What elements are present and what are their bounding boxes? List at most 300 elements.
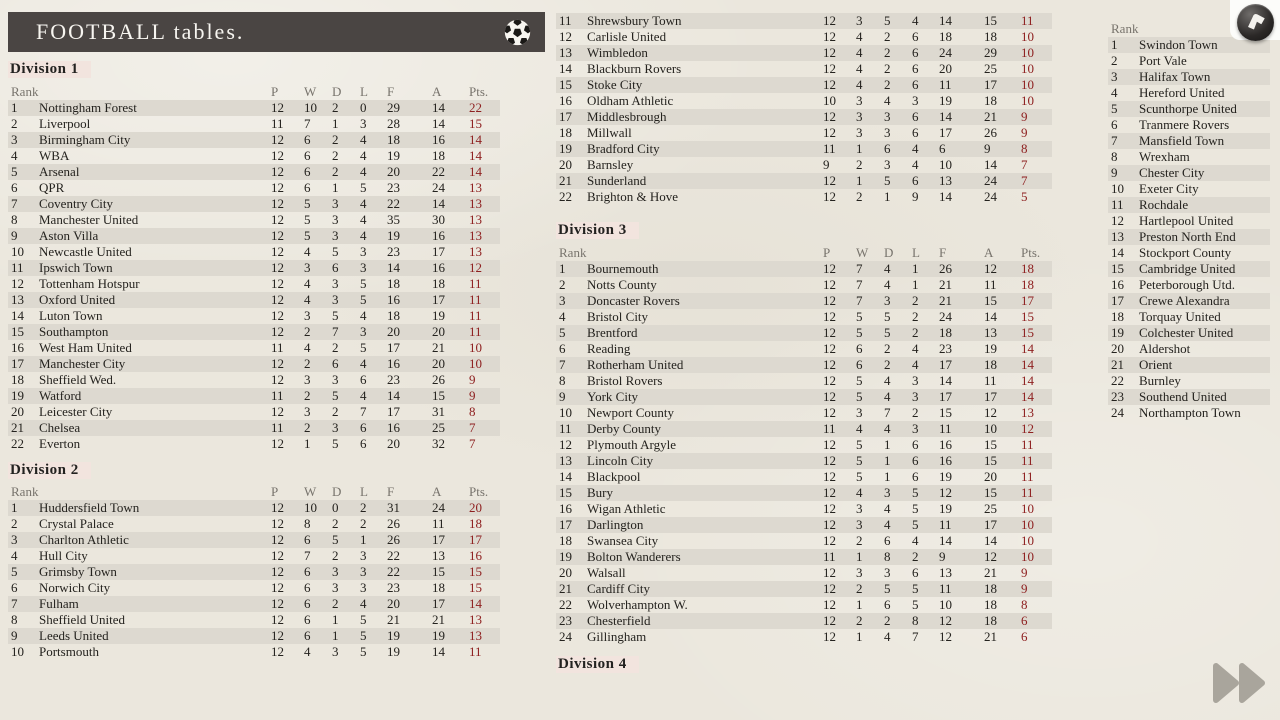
table-row <box>556 61 1052 77</box>
d-cell: 3 <box>884 109 891 124</box>
table-header: Rank P W D L F A Pts. <box>11 84 489 99</box>
f-cell: 16 <box>939 453 952 468</box>
table-row <box>556 325 1052 341</box>
f-cell: 18 <box>939 325 952 340</box>
l-cell: 5 <box>360 644 367 659</box>
p-cell: 12 <box>271 516 284 531</box>
team-cell: Huddersfield Town <box>39 500 140 515</box>
p-cell: 12 <box>823 597 836 612</box>
d-cell: 3 <box>332 276 339 291</box>
d-cell: 2 <box>332 404 339 419</box>
pts-cell: 11 <box>469 644 482 659</box>
w-cell: 5 <box>304 196 311 211</box>
d-cell: 2 <box>332 100 339 115</box>
team-cell: Northampton Town <box>1139 405 1241 420</box>
pts-cell: 11 <box>1021 453 1034 468</box>
d-cell: 3 <box>332 292 339 307</box>
d-cell: 2 <box>332 164 339 179</box>
rank-cell: 18 <box>1111 309 1124 324</box>
rank-cell: 24 <box>1111 405 1124 420</box>
rank-cell: 1 <box>11 500 18 515</box>
a-cell: 26 <box>984 125 997 140</box>
pts-cell: 15 <box>469 580 482 595</box>
f-cell: 19 <box>387 628 400 643</box>
rank-cell: 22 <box>559 189 572 204</box>
a-cell: 12 <box>984 261 997 276</box>
l-cell: 3 <box>912 421 919 436</box>
w-cell: 3 <box>856 93 863 108</box>
p-cell: 12 <box>271 324 284 339</box>
team-cell: Manchester United <box>39 212 139 227</box>
a-cell: 15 <box>984 13 997 28</box>
rank-cell: 17 <box>11 356 24 371</box>
w-cell: 3 <box>856 517 863 532</box>
table-row <box>556 109 1052 125</box>
pts-cell: 11 <box>469 276 482 291</box>
table-row <box>1108 165 1270 181</box>
rank-cell: 19 <box>559 141 572 156</box>
l-cell: 4 <box>912 533 919 548</box>
pts-cell: 14 <box>1021 341 1034 356</box>
a-cell: 20 <box>984 469 997 484</box>
p-cell: 12 <box>271 612 284 627</box>
f-cell: 12 <box>939 629 952 644</box>
l-cell: 1 <box>912 261 919 276</box>
column-right <box>1108 21 1270 421</box>
rank-cell: 7 <box>11 596 18 611</box>
pts-cell: 13 <box>469 196 482 211</box>
pts-cell: 9 <box>1021 565 1028 580</box>
l-cell: 5 <box>912 517 919 532</box>
pts-cell: 11 <box>469 292 482 307</box>
pts-cell: 14 <box>469 164 482 179</box>
pts-cell: 10 <box>1021 45 1034 60</box>
f-cell: 22 <box>387 548 400 563</box>
team-cell: Cardiff City <box>587 581 650 596</box>
table-row <box>8 644 500 660</box>
rank-cell: 20 <box>559 565 572 580</box>
fast-forward-icon <box>1212 662 1268 704</box>
table-row <box>556 629 1052 645</box>
d-cell: 5 <box>884 13 891 28</box>
table-row <box>8 292 500 308</box>
rank-cell: 9 <box>11 228 18 243</box>
l-cell: 3 <box>360 564 367 579</box>
rank-cell: 19 <box>1111 325 1124 340</box>
d-cell: 0 <box>332 500 339 515</box>
f-cell: 17 <box>939 389 952 404</box>
a-cell: 11 <box>432 516 445 531</box>
w-cell: 1 <box>856 549 863 564</box>
rank-cell: 3 <box>1111 69 1118 84</box>
pts-cell: 8 <box>469 404 476 419</box>
pts-cell: 8 <box>1021 141 1028 156</box>
team-cell: Doncaster Rovers <box>587 293 680 308</box>
p-cell: 12 <box>823 565 836 580</box>
w-cell: 2 <box>856 157 863 172</box>
pts-cell: 11 <box>1021 469 1034 484</box>
l-cell: 5 <box>360 628 367 643</box>
team-cell: Nottingham Forest <box>39 100 137 115</box>
pts-cell: 10 <box>1021 29 1034 44</box>
d-cell: 4 <box>884 277 891 292</box>
table-row <box>8 596 500 612</box>
l-cell: 1 <box>360 532 367 547</box>
a-cell: 16 <box>432 260 445 275</box>
a-cell: 18 <box>432 148 445 163</box>
a-cell: 10 <box>984 421 997 436</box>
f-cell: 23 <box>387 244 400 259</box>
team-cell: Rotherham United <box>587 357 684 372</box>
team-cell: Wigan Athletic <box>587 501 666 516</box>
rank-cell: 6 <box>11 180 18 195</box>
f-cell: 14 <box>939 533 952 548</box>
table-row <box>8 180 500 196</box>
table-row <box>8 228 500 244</box>
w-cell: 2 <box>856 533 863 548</box>
table-row <box>556 565 1052 581</box>
l-cell: 2 <box>360 516 367 531</box>
p-cell: 12 <box>271 228 284 243</box>
a-cell: 14 <box>984 157 997 172</box>
table-row <box>8 564 500 580</box>
d-cell: 1 <box>884 453 891 468</box>
w-cell: 3 <box>304 308 311 323</box>
d-cell: 2 <box>332 148 339 163</box>
l-cell: 6 <box>912 109 919 124</box>
f-cell: 26 <box>387 516 400 531</box>
p-cell: 12 <box>271 244 284 259</box>
w-cell: 10 <box>304 100 317 115</box>
d-cell: 5 <box>332 308 339 323</box>
table-row <box>1108 245 1270 261</box>
d-cell: 1 <box>884 437 891 452</box>
p-cell: 12 <box>823 189 836 204</box>
team-cell: Barnsley <box>587 157 634 172</box>
l-cell: 4 <box>360 596 367 611</box>
a-cell: 17 <box>984 389 997 404</box>
d-cell: 2 <box>332 516 339 531</box>
table-row <box>1108 229 1270 245</box>
f-cell: 23 <box>387 180 400 195</box>
f-cell: 20 <box>387 436 400 451</box>
a-cell: 16 <box>432 228 445 243</box>
w-cell: 4 <box>304 276 311 291</box>
table-row <box>556 613 1052 629</box>
l-cell: 2 <box>912 549 919 564</box>
team-cell: Portsmouth <box>39 644 99 659</box>
w-cell: 3 <box>856 565 863 580</box>
w-cell: 4 <box>856 29 863 44</box>
f-cell: 12 <box>939 485 952 500</box>
w-cell: 8 <box>304 516 311 531</box>
table-row <box>8 516 500 532</box>
table-row <box>1108 133 1270 149</box>
p-cell: 12 <box>823 173 836 188</box>
d-cell: 1 <box>884 189 891 204</box>
w-cell: 10 <box>304 500 317 515</box>
p-cell: 12 <box>823 309 836 324</box>
table-row <box>1108 293 1270 309</box>
f-cell: 19 <box>939 469 952 484</box>
team-cell: Tottenham Hotspur <box>39 276 140 291</box>
rank-cell: 12 <box>1111 213 1124 228</box>
team-cell: Sheffield Wed. <box>39 372 117 387</box>
rank-cell: 13 <box>559 453 572 468</box>
table-row <box>556 517 1052 533</box>
team-cell: Southend United <box>1139 389 1227 404</box>
team-cell: Hereford United <box>1139 85 1225 100</box>
rank-cell: 16 <box>559 501 572 516</box>
f-cell: 35 <box>387 212 400 227</box>
l-cell: 6 <box>912 45 919 60</box>
table-row <box>556 421 1052 437</box>
next-page-button[interactable] <box>1212 662 1268 704</box>
team-cell: Peterborough Utd. <box>1139 277 1236 292</box>
team-cell: Colchester United <box>1139 325 1234 340</box>
a-cell: 22 <box>432 164 445 179</box>
team-cell: Bury <box>587 485 613 500</box>
rank-cell: 4 <box>11 548 18 563</box>
pts-cell: 18 <box>1021 261 1034 276</box>
f-cell: 19 <box>939 93 952 108</box>
f-cell: 28 <box>387 116 400 131</box>
table-row <box>556 93 1052 109</box>
w-cell: 2 <box>856 581 863 596</box>
pts-cell: 9 <box>1021 581 1028 596</box>
w-cell: 6 <box>304 580 311 595</box>
w-cell: 5 <box>304 212 311 227</box>
d-cell: 2 <box>332 132 339 147</box>
f-cell: 20 <box>387 596 400 611</box>
f-cell: 31 <box>387 500 400 515</box>
p-cell: 12 <box>823 325 836 340</box>
f-cell: 14 <box>939 109 952 124</box>
w-cell: 5 <box>856 453 863 468</box>
w-cell: 6 <box>304 164 311 179</box>
l-cell: 4 <box>912 357 919 372</box>
d-cell: 5 <box>332 244 339 259</box>
p-cell: 12 <box>823 469 836 484</box>
l-cell: 5 <box>912 501 919 516</box>
w-cell: 2 <box>304 356 311 371</box>
a-cell: 29 <box>984 45 997 60</box>
rank-cell: 18 <box>559 533 572 548</box>
rank-cell: 1 <box>11 100 18 115</box>
p-cell: 12 <box>271 132 284 147</box>
rank-cell: 1 <box>1111 37 1118 52</box>
p-cell: 12 <box>823 613 836 628</box>
team-cell: Sheffield United <box>39 612 126 627</box>
l-cell: 6 <box>912 173 919 188</box>
w-cell: 6 <box>856 357 863 372</box>
d-cell: 2 <box>884 45 891 60</box>
d-cell: 1 <box>332 612 339 627</box>
table-row <box>556 485 1052 501</box>
team-cell: Hull City <box>39 548 88 563</box>
table-row <box>1108 309 1270 325</box>
l-cell: 3 <box>360 260 367 275</box>
d-cell: 5 <box>884 325 891 340</box>
f-cell: 13 <box>939 565 952 580</box>
rank-cell: 2 <box>11 116 18 131</box>
rank-cell: 23 <box>1111 389 1124 404</box>
f-cell: 21 <box>939 293 952 308</box>
a-cell: 19 <box>432 628 445 643</box>
table-row <box>8 436 500 452</box>
a-cell: 18 <box>984 93 997 108</box>
f-cell: 18 <box>387 276 400 291</box>
pts-cell: 7 <box>469 436 476 451</box>
f-cell: 21 <box>939 277 952 292</box>
nav-button[interactable] <box>1237 4 1274 41</box>
team-cell: Notts County <box>587 277 657 292</box>
f-cell: 12 <box>939 613 952 628</box>
pts-cell: 18 <box>1021 277 1034 292</box>
p-cell: 12 <box>271 644 284 659</box>
table-row <box>1108 53 1270 69</box>
d-cell: 3 <box>332 196 339 211</box>
table-row <box>8 628 500 644</box>
l-cell: 7 <box>912 629 919 644</box>
table-row <box>8 340 500 356</box>
pts-cell: 11 <box>469 308 482 323</box>
table-row <box>556 125 1052 141</box>
p-cell: 12 <box>823 629 836 644</box>
l-cell: 9 <box>912 189 919 204</box>
p-cell: 12 <box>271 500 284 515</box>
a-cell: 21 <box>984 109 997 124</box>
pts-cell: 15 <box>1021 309 1034 324</box>
rank-cell: 9 <box>559 389 566 404</box>
a-cell: 17 <box>984 517 997 532</box>
l-cell: 6 <box>912 469 919 484</box>
w-cell: 1 <box>304 436 311 451</box>
f-cell: 13 <box>939 173 952 188</box>
p-cell: 11 <box>271 116 284 131</box>
table-row <box>8 324 500 340</box>
pts-cell: 10 <box>1021 93 1034 108</box>
rank-cell: 14 <box>11 308 24 323</box>
l-cell: 0 <box>360 100 367 115</box>
d-cell: 1 <box>332 116 339 131</box>
table-row <box>1108 261 1270 277</box>
rank-cell: 15 <box>559 485 572 500</box>
a-cell: 12 <box>984 405 997 420</box>
a-cell: 13 <box>432 548 445 563</box>
w-cell: 5 <box>856 469 863 484</box>
table-row <box>8 404 500 420</box>
w-cell: 3 <box>304 260 311 275</box>
p-cell: 12 <box>823 485 836 500</box>
table-row <box>8 532 500 548</box>
p-cell: 11 <box>271 388 284 403</box>
a-cell: 15 <box>984 453 997 468</box>
f-cell: 17 <box>387 340 400 355</box>
pts-cell: 14 <box>1021 389 1034 404</box>
l-cell: 5 <box>912 597 919 612</box>
pts-cell: 9 <box>469 388 476 403</box>
rank-cell: 13 <box>11 292 24 307</box>
a-cell: 16 <box>432 132 445 147</box>
table-row <box>556 501 1052 517</box>
team-cell: Swindon Town <box>1139 37 1218 52</box>
w-cell: 2 <box>304 324 311 339</box>
a-cell: 14 <box>432 100 445 115</box>
w-cell: 6 <box>304 596 311 611</box>
rank-cell: 16 <box>11 340 24 355</box>
pts-cell: 11 <box>1021 13 1034 28</box>
table-row <box>556 189 1052 205</box>
division-2-table-part2 <box>556 13 1052 205</box>
a-cell: 15 <box>984 485 997 500</box>
division-1-heading: Division 1 <box>8 60 500 77</box>
team-cell: Burnley <box>1139 373 1181 388</box>
a-cell: 14 <box>984 533 997 548</box>
table-row <box>8 196 500 212</box>
rank-cell: 1 <box>559 261 566 276</box>
rank-cell: 6 <box>11 580 18 595</box>
pts-cell: 13 <box>469 180 482 195</box>
rank-cell: 7 <box>559 357 566 372</box>
pts-cell: 9 <box>469 372 476 387</box>
f-cell: 24 <box>939 45 952 60</box>
team-cell: York City <box>587 389 639 404</box>
pts-cell: 10 <box>1021 533 1034 548</box>
rank-cell: 16 <box>1111 277 1124 292</box>
l-cell: 4 <box>912 341 919 356</box>
p-cell: 12 <box>823 501 836 516</box>
d-cell: 6 <box>884 533 891 548</box>
l-cell: 2 <box>912 293 919 308</box>
division-4-heading: Division 4 <box>556 655 1052 672</box>
l-cell: 4 <box>360 308 367 323</box>
pts-cell: 14 <box>469 596 482 611</box>
table-row <box>1108 85 1270 101</box>
rank-cell: 20 <box>11 404 24 419</box>
w-cell: 4 <box>856 77 863 92</box>
team-cell: Charlton Athletic <box>39 532 129 547</box>
a-cell: 18 <box>984 581 997 596</box>
table-row <box>1108 357 1270 373</box>
a-cell: 18 <box>984 357 997 372</box>
w-cell: 4 <box>304 292 311 307</box>
w-cell: 2 <box>304 420 311 435</box>
rank-cell: 5 <box>11 564 18 579</box>
pts-cell: 22 <box>469 100 482 115</box>
w-cell: 6 <box>304 132 311 147</box>
l-cell: 3 <box>360 548 367 563</box>
d-cell: 5 <box>332 532 339 547</box>
p-cell: 12 <box>823 533 836 548</box>
f-cell: 29 <box>387 100 400 115</box>
a-cell: 20 <box>432 324 445 339</box>
w-cell: 6 <box>856 341 863 356</box>
a-cell: 25 <box>432 420 445 435</box>
rank-cell: 10 <box>11 644 24 659</box>
p-cell: 12 <box>271 548 284 563</box>
p-cell: 12 <box>823 581 836 596</box>
rank-cell: 7 <box>11 196 18 211</box>
p-cell: 12 <box>823 389 836 404</box>
f-cell: 14 <box>387 260 400 275</box>
l-cell: 6 <box>912 77 919 92</box>
a-cell: 13 <box>984 325 997 340</box>
a-cell: 26 <box>432 372 445 387</box>
d-cell: 2 <box>884 77 891 92</box>
team-cell: Hartlepool United <box>1139 213 1234 228</box>
f-cell: 14 <box>939 373 952 388</box>
